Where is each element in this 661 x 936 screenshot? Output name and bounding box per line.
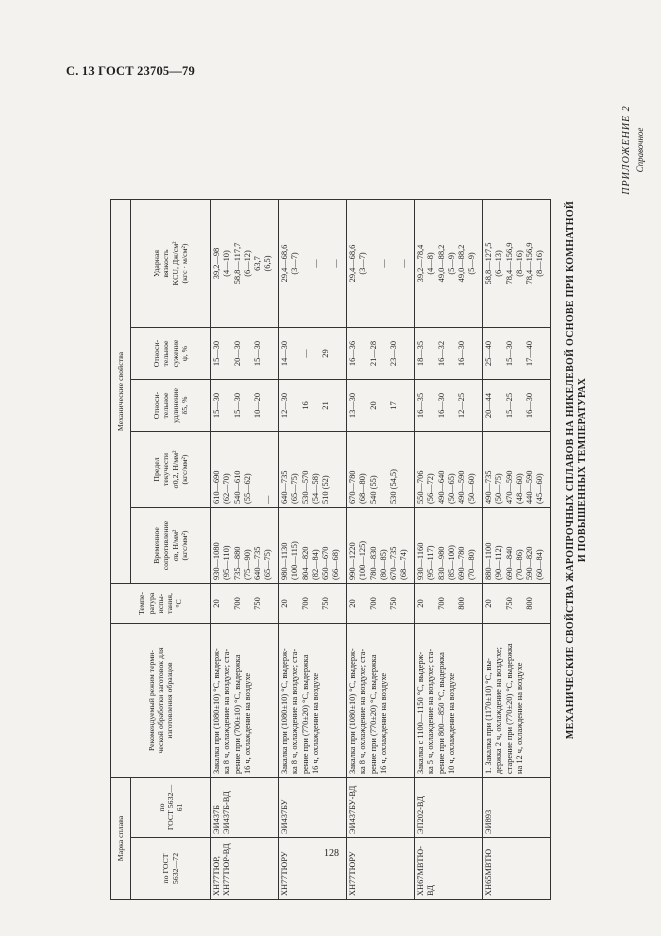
cell-yield: 610—690 (62—70) 540—610 (55—62) —: [211, 432, 279, 508]
cell-tensile: 990—1220 (100—125) 780—830 (80—85) 670—735 (68—74): [347, 508, 415, 584]
cell-temp: 20 700 800: [415, 584, 483, 624]
header-grade-group: Марка сплава: [111, 778, 131, 900]
cell-treatment: Закалка при (1080±10) °С, выдерж- ка 8 ч, охлаждение на воздухе; ста- рение при (770±20) °С, выдержка 16 ч, охлаждение на воздухе: [279, 624, 347, 778]
rotated-page-content: [110, 100, 650, 900]
cell-reduction: 14—30 — 29: [279, 328, 347, 380]
cell-grade: ХН77ТЮР, ХН77ТЮР-ВД: [211, 838, 279, 900]
cell-temp: 20 750 800: [483, 584, 551, 624]
header-impact: Ударная вязкость KCU, Дж/см² (кгс · м/см²): [131, 199, 211, 327]
cell-grade-old: ЭИ893: [483, 778, 551, 838]
cell-temp: 20 700 750: [347, 584, 415, 624]
cell-impact: 29,4—68,6 (3—7) — —: [279, 199, 347, 327]
header-tensile: Временное сопротивление σв, Н/мм² (кгс/мм²): [131, 508, 211, 584]
table-title: МЕХАНИЧЕСКИЕ СВОЙСТВА ЖАРОПРОЧНЫХ СПЛАВОВ НА НИКЕЛЕВОЙ ОСНОВЕ ПРИ КОМНАТНОЙ И ПОВЫШЕННЫХ ТЕМПЕРАТУРАХ: [565, 200, 588, 740]
header-grade-gost5632: по ГОСТ 5632—72: [131, 838, 211, 900]
cell-grade-old: ЭИ437Б ЭИ437Б-ВД: [211, 778, 279, 838]
cell-impact: 39,2—78,4 (4—8) 49,0—88,2 (5—9) 49,0—88,2 (5—9): [415, 199, 483, 327]
table-row: [483, 199, 551, 899]
cell-elongation: 15—30 15—30 10—20: [211, 380, 279, 432]
cell-temp: 20 700 750: [279, 584, 347, 624]
cell-reduction: 25—40 15—30 17—40: [483, 328, 551, 380]
table-row: [211, 199, 279, 899]
cell-tensile: 930—1080 (95—110) 735—880 (75—90) 640—735 (65—75): [211, 508, 279, 584]
cell-treatment: 1. Закалка при (1170±10) °С, вы- держка 2 ч, охлаждение на воздухе; старение при (770±20) °С, выдержка на 12 ч, охлаждение на воздухе: [483, 624, 551, 778]
cell-temp: 20 700 750: [211, 584, 279, 624]
cell-treatment: Закалка при (1080±10) °С, выдерж- ка 8 ч, охлаждение на воздухе; ста- рение при (770±20) °С, выдержка 16 ч, охлаждение на воздухе: [347, 624, 415, 778]
header-mechanical-group: Механические свойства: [111, 199, 131, 583]
cell-reduction: 18—35 16—32 16—30: [415, 328, 483, 380]
cell-impact: 29,4—68,6 (3—7) — —: [347, 199, 415, 327]
cell-grade-old: ЭП202-ВД: [415, 778, 483, 838]
cell-elongation: 20—44 15—25 16—30: [483, 380, 551, 432]
appendix-title: ПРИЛОЖЕНИЕ 2: [621, 105, 632, 195]
header-temperature: Темпе- ратура испы- тания, °С: [111, 584, 211, 624]
cell-yield: 640—735 (65—75) 530—570 (54—58) 510 (52): [279, 432, 347, 508]
appendix-subtitle: Справочное: [635, 127, 645, 173]
cell-yield: 550—706 (56—72) 490—640 (50—65) 490—590 (50—60): [415, 432, 483, 508]
cell-tensile: 980—1130 (100—115) 804—820 (82—84) 650—670 (66—68): [279, 508, 347, 584]
mechanical-properties-table: [110, 199, 551, 900]
header-reduction: Относи- тельное сужение ψ, %: [131, 328, 211, 380]
cell-yield: 670—780 (68—80) 540 (55) 530 (54,5): [347, 432, 415, 508]
header-heat-treatment: Рекомендуемый режим терми- ческой обработки заготовок для изготовления образцов: [111, 624, 211, 778]
cell-grade: ХН65МВТЮ: [483, 838, 551, 900]
cell-impact: 39,2—98 (4—10) 58,8—117,7 (6—12) 63,7 (6,5): [211, 199, 279, 327]
page-header: С. 13 ГОСТ 23705—79: [66, 64, 195, 78]
cell-impact: 58,8—127,5 (6—13) 78,4—156,9 (8—16) 78,4—156,9 (8—16): [483, 199, 551, 327]
cell-elongation: 12—30 16 21: [279, 380, 347, 432]
header-elongation: Относи- тельное удлинение δ5, %: [131, 380, 211, 432]
header-grade-other: по ГОСТ 5632—61: [131, 778, 211, 838]
cell-tensile: 880—1100 (90—112) 690—840 (70—86) 590—820 (60—84): [483, 508, 551, 584]
cell-grade: ХН67МВТЮ-ВД: [415, 838, 483, 900]
table-row: [347, 199, 415, 899]
cell-grade-old: ЭИ437БУ-ВД: [347, 778, 415, 838]
page-number: 128: [324, 848, 339, 859]
cell-treatment: Закалка с 1100—1150 °С, выдерж- ка 5 ч, охлаждение на воздухе; ста- рение при 800—850 °С, выдержка 10 ч, охлаждение на воздухе: [415, 624, 483, 778]
cell-grade-old: ЭИ437БУ: [279, 778, 347, 838]
table-row: [279, 199, 347, 899]
cell-grade: ХН77ТЮРУ: [347, 838, 415, 900]
cell-elongation: 13—30 20 17: [347, 380, 415, 432]
cell-elongation: 16—35 16—30 12—25: [415, 380, 483, 432]
cell-yield: 490—735 (50—75) 470—590 (48—60) 440—590 (45—60): [483, 432, 551, 508]
table-row: [415, 199, 483, 899]
cell-treatment: Закалка при (1080±10) °С, выдерж- ка 8 ч, охлаждение на воздухе; ста- рение при (700±10) °С, выдержка 16 ч, охлаждение на воздухе: [211, 624, 279, 778]
cell-reduction: 16—36 21—28 23—30: [347, 328, 415, 380]
cell-grade: ХН77ТЮРУ: [279, 838, 347, 900]
header-yield: Предел текучести σ0,2, Н/мм² (кгс/мм²): [131, 432, 211, 508]
cell-reduction: 15—30 20—30 15—30: [211, 328, 279, 380]
cell-tensile: 930—1160 (95—117) 830—980 (85—100) 690—780 (70—80): [415, 508, 483, 584]
